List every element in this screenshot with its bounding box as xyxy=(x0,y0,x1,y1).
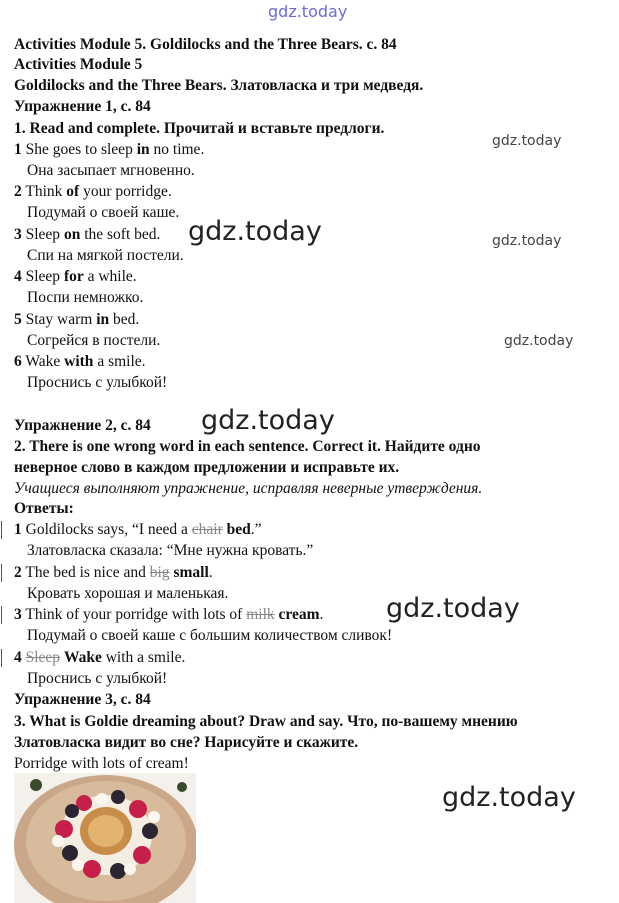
exercise-1-item: 4 Sleep for a while. xyxy=(14,268,137,285)
watermark: gdz.today xyxy=(386,593,520,624)
exercise-1-translation: Спи на мягкой постели. xyxy=(27,247,184,264)
exercise-1-item: 5 Stay warm in bed. xyxy=(14,311,140,328)
module-title: Activities Module 5 xyxy=(14,56,143,73)
exercise-2-note: Учащиеся выполняют упражнение, исправляя неверные утверждения. xyxy=(14,480,483,497)
exercise-1-item: 3 Sleep on the soft bed. xyxy=(14,226,161,243)
exercise-1-title: Упражнение 1, с. 84 xyxy=(14,98,151,115)
exercise-2-translation: Подумай о своей каше с большим количеством сливок! xyxy=(27,627,393,644)
exercise-2-item: 4 Sleep Wake with a smile. xyxy=(14,649,186,666)
exercise-2-translation: Проснись с улыбкой! xyxy=(27,670,168,687)
exercise-2-title: Упражнение 2, с. 84 xyxy=(14,417,151,434)
watermark: gdz.today xyxy=(492,133,562,149)
exercise-1-task: 1. Read and complete. Прочитай и вставьте предлоги. xyxy=(14,120,385,137)
exercise-3-title: Упражнение 3, с. 84 xyxy=(14,691,151,708)
exercise-2-item: 2 The bed is nice and big small. xyxy=(14,564,213,581)
exercise-1-translation: Проснись с улыбкой! xyxy=(27,374,168,391)
exercise-2-task: 2. There is one wrong word in each sentence. Correct it. Найдите одно xyxy=(14,438,481,455)
exercise-2-task: неверное слово в каждом предложении и исправьте их. xyxy=(14,459,400,476)
watermark: gdz.today xyxy=(268,2,348,21)
exercise-2-translation: Кровать хорошая и маленькая. xyxy=(27,585,229,602)
watermark: gdz.today xyxy=(188,216,322,247)
exercise-3-task: 3. What is Goldie dreaming about? Draw and say. Что, по-вашему мнению xyxy=(14,713,518,730)
porridge-cake-image xyxy=(14,773,196,903)
exercise-1-translation: Согрейся в постели. xyxy=(27,332,161,349)
watermark: gdz.today xyxy=(442,782,576,813)
margin-bar xyxy=(1,606,2,624)
exercise-2-translation: Златовласка сказала: “Мне нужна кровать.” xyxy=(27,542,314,559)
exercise-2-item: 1 Goldilocks says, “I need a chair bed.” xyxy=(14,521,262,538)
exercise-3-task: Златовласка видит во сне? Нарисуйте и скажите. xyxy=(14,734,359,751)
margin-bar xyxy=(1,649,2,667)
exercise-1-translation: Она засыпает мгновенно. xyxy=(27,162,195,179)
watermark: gdz.today xyxy=(504,333,574,349)
watermark: gdz.today xyxy=(201,405,335,436)
exercise-1-translation: Поспи немножко. xyxy=(27,289,144,306)
exercise-1-item: 1 She goes to sleep in no time. xyxy=(14,141,205,158)
exercise-1-item: 2 Think of your porridge. xyxy=(14,183,172,200)
margin-bar xyxy=(1,564,2,582)
story-title: Goldilocks and the Three Bears. Златовласка и три медведя. xyxy=(14,77,424,94)
exercise-1-translation: Подумай о своей каше. xyxy=(27,204,180,221)
exercise-2-item: 3 Think of your porridge with lots of milk cream. xyxy=(14,606,324,623)
page-title: Activities Module 5. Goldilocks and the Three Bears. с. 84 xyxy=(14,36,397,53)
exercise-3-answer: Porridge with lots of cream! xyxy=(14,755,189,772)
exercise-1-item: 6 Wake with a smile. xyxy=(14,353,146,370)
answers-label: Ответы: xyxy=(14,500,74,517)
watermark: gdz.today xyxy=(492,233,562,249)
margin-bar xyxy=(1,521,2,539)
